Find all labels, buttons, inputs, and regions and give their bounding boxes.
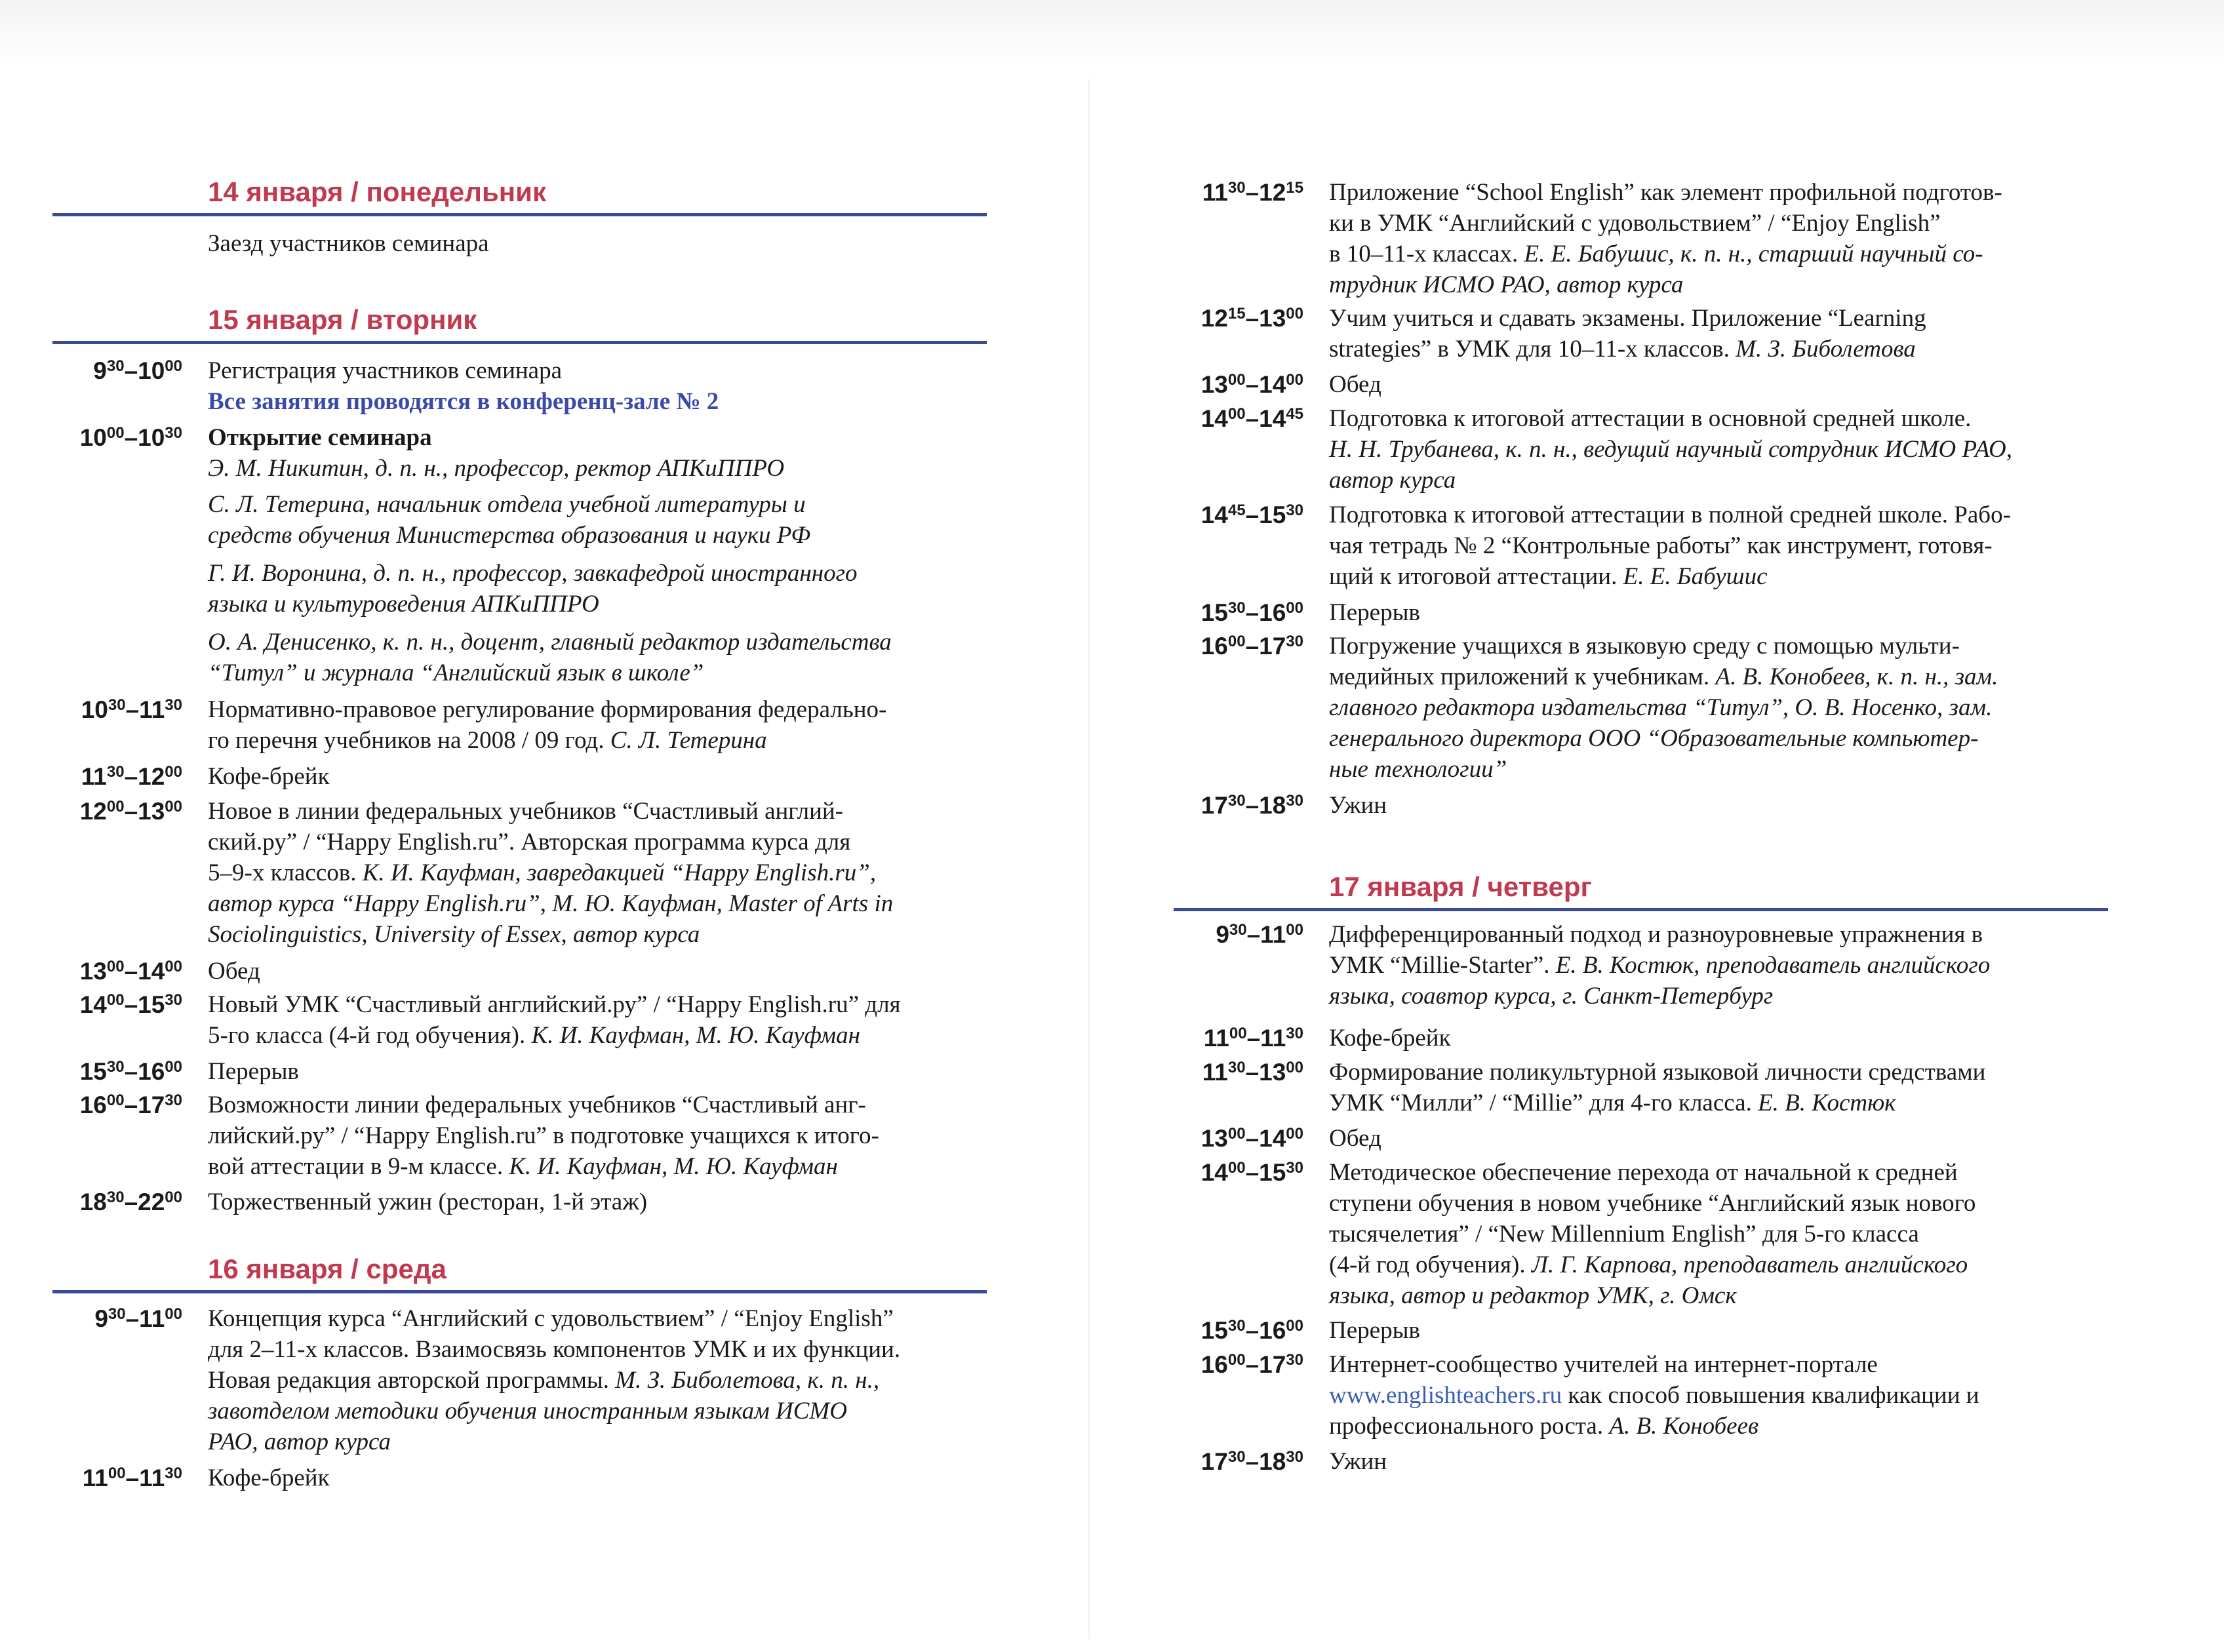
- entry-time: $11^{30}-12^{00}$: [81, 763, 182, 790]
- entry-text: Перерыв: [208, 1058, 299, 1085]
- entry-text: профессионального роста.: [1329, 1413, 1610, 1440]
- speaker: языка, соавтор курса, г. Санкт-Петербург: [1329, 983, 1774, 1010]
- entry-text: Дифференцированный подход и разноуровневые упражнения в: [1329, 921, 1983, 948]
- speaker: К. И. Кауфман, М. Ю. Кауфман: [509, 1153, 838, 1180]
- day-title: 17 января / четверг: [1329, 871, 1593, 902]
- entry-time: $11^{30}-12^{15}$: [1202, 179, 1303, 206]
- entry-description: [1329, 919, 2162, 1012]
- speaker: С. Л. Тетерина, начальник отдела учебной литературы и: [208, 491, 806, 518]
- entry-text: Подготовка к итоговой аттестации в полной средней школе. Рабо-: [1329, 502, 2011, 528]
- entry-text: Кофе-брейк: [1329, 1025, 1451, 1052]
- entry-time: $14^{00}-15^{30}$: [1201, 1159, 1303, 1186]
- entry-text: лийский.ру” / “Happy English.ru” в подготовке учащихся к итого-: [208, 1122, 879, 1149]
- entry-time: $13^{00}-14^{00}$: [1201, 1125, 1303, 1152]
- entry-text: Перерыв: [1329, 1317, 1420, 1344]
- entry-description: [1329, 1315, 2162, 1346]
- speaker: М. З. Биболетова, к. п. н.,: [615, 1367, 880, 1394]
- entry-time: $10^{00}-10^{30}$: [79, 424, 182, 451]
- entry-time: $16^{00}-17^{30}$: [1201, 633, 1303, 659]
- speaker: языка, автор и редактор УМК, г. Омск: [1329, 1282, 1737, 1309]
- entry-text: как способ повышения квалификации и: [1562, 1382, 1979, 1409]
- entry-text: (4-й год обучения).: [1329, 1251, 1532, 1278]
- entry-text: Регистрация участников семинара: [208, 357, 563, 384]
- entry-text: ский.ру” / “Happy English.ru”. Авторская программа курса для: [208, 829, 851, 856]
- speaker: Г. И. Воронина, д. п. н., профессор, завкафедрой иностранного: [208, 560, 858, 587]
- entry-text: Ужин: [1329, 792, 1387, 819]
- entry-text: 5–9-х классов.: [208, 859, 363, 886]
- entry-description: [208, 228, 1041, 259]
- speaker: РАО, автор курса: [208, 1428, 391, 1455]
- entry-text: Кофе-брейк: [208, 1465, 330, 1491]
- speaker: О. А. Денисенко, к. п. н., доцент, главный редактор издательства: [208, 629, 892, 656]
- entry-time: $18^{30}-22^{00}$: [79, 1189, 182, 1215]
- entry-text: для 2–11-х классов. Взаимосвязь компонентов УМК и их функции.: [208, 1336, 901, 1363]
- entry-description: [1329, 303, 2162, 364]
- speaker: Е. Е. Бабушис, к. п. н., старший научный со-: [1524, 241, 1983, 267]
- entry-text: Заезд участников семинара: [208, 230, 489, 257]
- day-title: 16 января / среда: [208, 1253, 447, 1284]
- speaker: “Титул” и журнала “Английский язык в школе”: [208, 659, 704, 686]
- entry-description: [208, 956, 1041, 987]
- entry-text: ступени обучения в новом учебнике “Английский язык нового: [1329, 1190, 1976, 1217]
- day-heading-17: [1174, 872, 2108, 911]
- day-heading-16: [52, 1254, 987, 1293]
- entry-description: [208, 989, 1041, 1051]
- speaker: средств обучения Министерства образования и науки РФ: [208, 522, 811, 549]
- entry-text: в 10–11-х классах.: [1329, 241, 1524, 267]
- entry-description: [1329, 1023, 2162, 1053]
- speaker: Е. Е. Бабушис: [1623, 563, 1768, 590]
- entry-text: УМК “Милли” / “Millie” для 4-го класса.: [1329, 1090, 1758, 1116]
- entry-description: [1329, 403, 2162, 496]
- entry-time: $9^{30}-10^{00}$: [93, 357, 182, 384]
- entry-description: [1329, 500, 2162, 592]
- entry-time: $14^{45}-15^{30}$: [1201, 502, 1303, 528]
- speaker: генерального директора ООО “Образовательные компьютер-: [1329, 725, 1979, 752]
- entry-time: $9^{30}-11^{00}$: [1216, 921, 1303, 948]
- day-title: 14 января / понедельник: [208, 176, 546, 207]
- entry-time: $11^{00}-11^{30}$: [82, 1465, 182, 1491]
- speaker: трудник ИСМО РАО, автор курса: [1329, 271, 1684, 298]
- entry-description: [208, 355, 1041, 417]
- entry-text: Приложение “School English” как элемент профильной подготов-: [1329, 179, 2002, 206]
- entry-description: [1329, 1057, 2162, 1118]
- entry-text: Новое в линии федеральных учебников “Счастливый англий-: [208, 798, 843, 825]
- entry-text: Ужин: [1329, 1448, 1387, 1475]
- speaker: главного редактора издательства “Титул”, О. В. Носенко, зам.: [1329, 694, 1993, 721]
- entry-description: [208, 1056, 1041, 1087]
- entry-text: чая тетрадь № 2 “Контрольные работы” как инструмент, готовя-: [1329, 532, 1993, 559]
- entry-time: $16^{00}-17^{30}$: [79, 1092, 182, 1118]
- page-fold: [1088, 79, 1090, 1639]
- entry-time: $9^{30}-11^{00}$: [94, 1305, 182, 1332]
- entry-text: вой аттестации в 9-м классе.: [208, 1153, 509, 1180]
- speaker: М. З. Биболетова: [1736, 336, 1916, 363]
- entry-time: $17^{30}-18^{30}$: [1201, 1448, 1303, 1475]
- entry-description: [1329, 631, 2162, 785]
- entry-description: [208, 1090, 1041, 1182]
- entry-text: Концепция курса “Английский с удовольствием” / “Enjoy English”: [208, 1305, 894, 1332]
- entry-time: $17^{30}-18^{30}$: [1201, 792, 1303, 819]
- entry-time: $15^{30}-16^{00}$: [79, 1058, 182, 1085]
- entry-description: [1329, 1446, 2162, 1477]
- speaker: Л. Г. Карпова, преподаватель английского: [1531, 1251, 1968, 1278]
- entry-text: Учим учиться и сдавать экзамены. Приложение “Learning: [1329, 305, 1926, 332]
- entry-description: [208, 1303, 1041, 1457]
- entry-time: $12^{00}-13^{00}$: [79, 798, 182, 825]
- entry-text: Перерыв: [1329, 599, 1420, 626]
- entry-description: [1329, 177, 2162, 300]
- speaker: языка и культуроведения АПКиППРО: [208, 591, 599, 618]
- entry-text: Нормативно-правовое регулирование формирования федерально-: [208, 696, 887, 723]
- entry-text: Торжественный ужин (ресторан, 1-й этаж): [208, 1189, 648, 1215]
- entry-text: го перечня учебников на 2008 / 09 год.: [208, 727, 610, 754]
- entry-text: тысячелетия” / “New Millennium English” для 5-го класса: [1329, 1221, 1919, 1248]
- entry-description: [1329, 369, 2162, 400]
- entry-text: Новая редакция авторской программы.: [208, 1367, 616, 1394]
- speaker: К. И. Кауфман, завредакцией “Happy English.ru”,: [362, 859, 877, 886]
- entry-time: $13^{00}-14^{00}$: [79, 958, 182, 985]
- entry-time: $14^{00}-14^{45}$: [1201, 405, 1303, 432]
- entry-time: $10^{30}-11^{30}$: [81, 696, 182, 723]
- entry-time: $15^{30}-16^{00}$: [1201, 1317, 1303, 1344]
- speaker: завотделом методики обучения иностранным языкам ИСМО: [208, 1398, 847, 1425]
- entry-description: [208, 1463, 1041, 1493]
- speaker: А. В. Конобеев: [1609, 1413, 1759, 1440]
- entry-text: медийных приложений к учебникам.: [1329, 663, 1716, 690]
- speaker: Sociolinguistics, University of Essex, автор курса: [208, 921, 700, 948]
- entry-time: $15^{30}-16^{00}$: [1201, 599, 1303, 626]
- entry-description: [208, 761, 1041, 792]
- speaker: Е. В. Костюк: [1758, 1090, 1896, 1116]
- entry-description: [1329, 1349, 2162, 1442]
- entry-time: $14^{00}-15^{30}$: [79, 991, 182, 1018]
- entry-text: 5-го класса (4-й год обучения).: [208, 1022, 532, 1049]
- entry-text: Кофе-брейк: [208, 763, 330, 790]
- page-top-shadow: [0, 0, 2224, 66]
- entry-time: $11^{30}-13^{00}$: [1202, 1059, 1303, 1086]
- entry-time: $16^{00}-17^{30}$: [1201, 1351, 1303, 1378]
- entry-description: [208, 694, 1041, 756]
- entry-text: Обед: [208, 958, 260, 985]
- speaker: С. Л. Тетерина: [610, 727, 767, 754]
- entry-description: [208, 422, 1041, 688]
- speaker: Н. Н. Трубанева, к. п. н., ведущий научный сотрудник ИСМО РАО,: [1329, 436, 2013, 463]
- entry-time: $13^{00}-14^{00}$: [1201, 371, 1303, 398]
- speaker: Е. В. Костюк, преподаватель английского: [1555, 952, 1991, 979]
- entry-text: Возможности линии федеральных учебников “Счастливый анг-: [208, 1092, 866, 1118]
- entry-text: Методическое обеспечение перехода от начальной к средней: [1329, 1159, 1958, 1186]
- entry-text: Обед: [1329, 1125, 1381, 1152]
- entry-description: [1329, 1123, 2162, 1154]
- day-heading-15: [52, 305, 987, 344]
- entry-description: [208, 796, 1041, 950]
- entry-text: УМК “Millie-Starter”.: [1329, 952, 1556, 979]
- day-heading-14: [52, 177, 987, 216]
- entry-text: Новый УМК “Счастливый английский.ру” / “Happy English.ru” для: [208, 991, 901, 1018]
- entry-time: $11^{00}-11^{30}$: [1203, 1025, 1303, 1052]
- entry-text: Подготовка к итоговой аттестации в основной средней школе.: [1329, 405, 1972, 432]
- entry-text: Формирование поликультурной языковой личности средствами: [1329, 1059, 1986, 1086]
- speaker: А. В. Конобеев, к. п. н., зам.: [1715, 663, 1998, 690]
- entry-description: [208, 1187, 1041, 1217]
- entry-description: [1329, 790, 2162, 821]
- entry-time: $12^{15}-13^{00}$: [1201, 305, 1303, 332]
- entry-text: Интернет-сообщество учителей на интернет-портале: [1329, 1351, 1878, 1378]
- speaker: автор курса: [1329, 467, 1456, 494]
- entry-description: [1329, 597, 2162, 628]
- speaker: ные технологии”: [1329, 756, 1507, 783]
- speaker: автор курса “Happy English.ru”, М. Ю. Кауфман, Master of Arts in: [208, 890, 894, 917]
- website-link[interactable]: www.englishteachers.ru: [1329, 1382, 1562, 1409]
- entry-title: Открытие семинара: [208, 424, 432, 451]
- speaker: Э. М. Никитин, д. п. н., профессор, ректор АПКиППРО: [208, 455, 785, 482]
- venue-note: Все занятия проводятся в конференц-зале № 2: [208, 388, 719, 415]
- entry-text: щий к итоговой аттестации.: [1329, 563, 1623, 590]
- entry-text: ки в УМК “Английский с удовольствием” / “Enjoy English”: [1329, 210, 1941, 237]
- day-title: 15 января / вторник: [208, 304, 477, 335]
- entry-description: [1329, 1157, 2162, 1311]
- entry-text: strategies” в УМК для 10–11-х классов.: [1329, 336, 1736, 363]
- entry-text: Обед: [1329, 371, 1381, 398]
- entry-text: Погружение учащихся в языковую среду с помощью мульти-: [1329, 633, 1960, 659]
- speaker: К. И. Кауфман, М. Ю. Кауфман: [531, 1022, 860, 1049]
